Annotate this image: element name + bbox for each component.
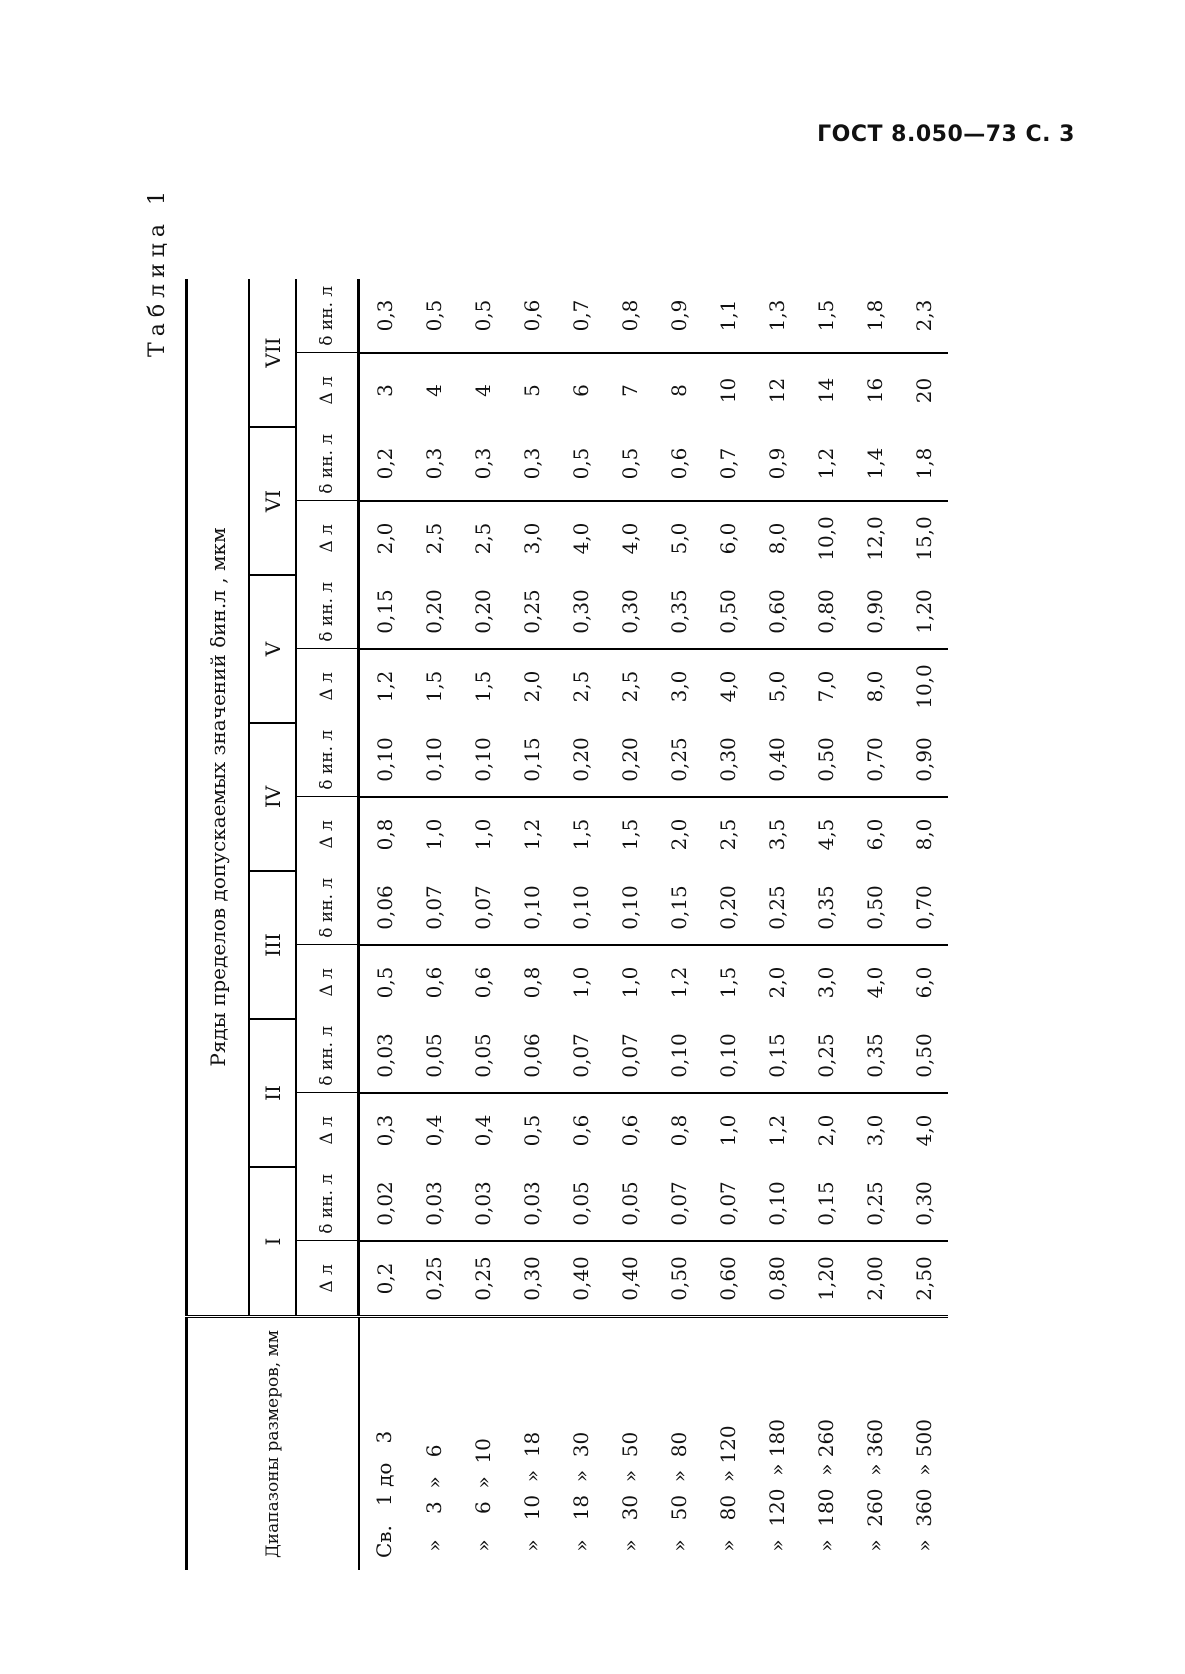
sigma-subheader: δ ин. л — [296, 1019, 359, 1093]
value-cell: 0,5 — [372, 966, 397, 999]
table-row — [703, 279, 752, 1570]
value-cell: 0,4 — [470, 1114, 495, 1147]
value-cell: 0,07 — [409, 871, 458, 945]
value-cell: 0,6 — [421, 966, 446, 999]
value-cell: 0,80 — [764, 1256, 789, 1301]
value-cell: 1,0 — [470, 818, 495, 851]
document-reference: ГОСТ 8.050—73 С. 3 — [817, 122, 1075, 147]
value-cell: 0,80 — [801, 575, 850, 649]
value-cell: 0,3 — [458, 427, 507, 501]
value-cell: 0,50 — [801, 723, 850, 797]
value-cell: 0,6 — [507, 279, 556, 353]
group-header: IV — [249, 723, 296, 871]
value-cell: 0,06 — [507, 1019, 556, 1093]
value-cell: 0,25 — [421, 1256, 446, 1301]
size-range: Св. 1 до 3 — [359, 1317, 410, 1571]
value-cell: 8,0 — [764, 522, 789, 555]
value-cell: 0,35 — [850, 1019, 899, 1093]
value-cell: 0,05 — [605, 1167, 654, 1241]
value-cell: 3 — [372, 384, 397, 397]
group-header: V — [249, 575, 296, 723]
value-cell: 0,03 — [409, 1167, 458, 1241]
value-cell: 0,03 — [507, 1167, 556, 1241]
value-cell: 1,3 — [752, 279, 801, 353]
value-cell: 0,40 — [617, 1256, 642, 1301]
value-cell: 0,35 — [801, 871, 850, 945]
value-cell: 0,3 — [507, 427, 556, 501]
size-range: » 180 » 260 — [801, 1317, 850, 1571]
value-cell: 0,07 — [458, 871, 507, 945]
value-cell: 2,5 — [470, 522, 495, 555]
value-cell: 1,5 — [617, 818, 642, 851]
group-header: I — [249, 1167, 296, 1317]
value-cell: 0,5 — [519, 1114, 544, 1147]
value-cell: 0,3 — [409, 427, 458, 501]
value-cell: 0,15 — [359, 575, 410, 649]
table-row — [556, 279, 605, 1570]
value-cell: 1,0 — [715, 1114, 740, 1147]
value-cell: 0,30 — [556, 575, 605, 649]
value-cell: 0,10 — [458, 723, 507, 797]
value-cell: 0,70 — [850, 723, 899, 797]
value-cell: 1,8 — [850, 279, 899, 353]
value-cell: 0,50 — [666, 1256, 691, 1301]
value-cell: 10 — [715, 377, 740, 404]
value-cell: 2,0 — [666, 818, 691, 851]
value-cell: 6,0 — [911, 966, 936, 999]
value-cell: 12 — [764, 377, 789, 404]
value-cell: 2,5 — [421, 522, 446, 555]
value-cell: 1,0 — [568, 966, 593, 999]
value-cell: 0,5 — [409, 279, 458, 353]
sigma-subheader: δ ин. л — [296, 575, 359, 649]
value-cell: 0,10 — [359, 723, 410, 797]
value-cell: 0,20 — [605, 723, 654, 797]
value-cell: 6,0 — [862, 818, 887, 851]
value-cell: 0,7 — [703, 427, 752, 501]
value-cell: 0,20 — [703, 871, 752, 945]
sigma-subheader: δ ин. л — [296, 871, 359, 945]
value-cell: 3,5 — [764, 818, 789, 851]
value-cell: 1,5 — [715, 966, 740, 999]
value-cell: 10,0 — [813, 516, 838, 561]
value-cell: 0,20 — [458, 575, 507, 649]
table-row — [654, 279, 703, 1570]
value-cell: 0,6 — [654, 427, 703, 501]
value-cell: 0,10 — [605, 871, 654, 945]
value-cell: 1,20 — [899, 575, 948, 649]
value-cell: 0,25 — [801, 1019, 850, 1093]
value-cell: 0,07 — [703, 1167, 752, 1241]
value-cell: 1,5 — [568, 818, 593, 851]
value-cell: 2,00 — [862, 1256, 887, 1301]
value-cell: 0,15 — [752, 1019, 801, 1093]
size-range: » 50 » 80 — [654, 1317, 703, 1571]
value-cell: 0,3 — [372, 1114, 397, 1147]
table-row — [458, 279, 507, 1570]
value-cell: 8,0 — [911, 818, 936, 851]
value-cell: 0,25 — [507, 575, 556, 649]
value-cell: 0,20 — [556, 723, 605, 797]
value-cell: 6,0 — [715, 522, 740, 555]
rotated-page-content — [145, 185, 1075, 1570]
value-cell: 0,6 — [568, 1114, 593, 1147]
value-cell: 0,6 — [617, 1114, 642, 1147]
value-cell: 0,25 — [850, 1167, 899, 1241]
value-cell: 0,10 — [752, 1167, 801, 1241]
value-cell: 0,05 — [458, 1019, 507, 1093]
value-cell: 0,25 — [654, 723, 703, 797]
table-caption: Таблица 1 — [145, 185, 170, 357]
delta-subheader: Δ л — [296, 945, 359, 1019]
value-cell: 0,20 — [409, 575, 458, 649]
value-cell: 4,0 — [617, 522, 642, 555]
value-cell: 2,3 — [899, 279, 948, 353]
value-cell: 0,07 — [654, 1167, 703, 1241]
table-row — [409, 279, 458, 1570]
sigma-subheader: δ ин. л — [296, 1167, 359, 1241]
value-cell: 0,07 — [605, 1019, 654, 1093]
table-row — [801, 279, 850, 1570]
size-range: » 360 » 500 — [899, 1317, 948, 1571]
value-cell: 0,2 — [372, 1262, 397, 1295]
value-cell: 0,15 — [801, 1167, 850, 1241]
value-cell: 0,3 — [359, 279, 410, 353]
value-cell: 1,2 — [372, 670, 397, 703]
value-cell: 4,5 — [813, 818, 838, 851]
size-range: » 6 » 10 — [458, 1317, 507, 1571]
value-cell: 2,0 — [372, 522, 397, 555]
value-cell: 0,9 — [752, 427, 801, 501]
size-range: » 10 » 18 — [507, 1317, 556, 1571]
value-cell: 0,70 — [899, 871, 948, 945]
value-cell: 0,15 — [654, 871, 703, 945]
table-row — [605, 279, 654, 1570]
super-header: Ряды пределов допускаемых значений δин.л , мкм — [187, 279, 250, 1317]
value-cell: 1,5 — [801, 279, 850, 353]
tolerance-table — [185, 279, 948, 1570]
delta-subheader: Δ л — [296, 797, 359, 871]
value-cell: 0,7 — [556, 279, 605, 353]
value-cell: 2,50 — [911, 1256, 936, 1301]
value-cell: 0,5 — [605, 427, 654, 501]
value-cell: 2,5 — [568, 670, 593, 703]
value-cell: 0,25 — [470, 1256, 495, 1301]
value-cell: 5 — [519, 384, 544, 397]
value-cell: 0,02 — [359, 1167, 410, 1241]
value-cell: 4,0 — [568, 522, 593, 555]
value-cell: 4,0 — [911, 1114, 936, 1147]
delta-subheader: Δ л — [296, 353, 359, 427]
value-cell: 1,2 — [666, 966, 691, 999]
value-cell: 0,30 — [605, 575, 654, 649]
value-cell: 0,50 — [703, 575, 752, 649]
value-cell: 1,4 — [850, 427, 899, 501]
size-range: » 260 » 360 — [850, 1317, 899, 1571]
value-cell: 0,60 — [752, 575, 801, 649]
value-cell: 1,1 — [703, 279, 752, 353]
value-cell: 5,0 — [764, 670, 789, 703]
value-cell: 4 — [421, 384, 446, 397]
table-row — [899, 279, 948, 1570]
table-row — [507, 279, 556, 1570]
value-cell: 0,9 — [654, 279, 703, 353]
sigma-subheader: δ ин. л — [296, 279, 359, 353]
value-cell: 0,40 — [568, 1256, 593, 1301]
size-range: » 3 » 6 — [409, 1317, 458, 1571]
value-cell: 0,6 — [470, 966, 495, 999]
value-cell: 3,0 — [813, 966, 838, 999]
value-cell: 2,0 — [813, 1114, 838, 1147]
value-cell: 0,35 — [654, 575, 703, 649]
value-cell: 0,40 — [752, 723, 801, 797]
value-cell: 0,10 — [409, 723, 458, 797]
value-cell: 0,30 — [899, 1167, 948, 1241]
value-cell: 2,0 — [764, 966, 789, 999]
value-cell: 5,0 — [666, 522, 691, 555]
delta-subheader: Δ л — [296, 649, 359, 723]
value-cell: 6 — [568, 384, 593, 397]
delta-subheader: Δ л — [296, 1241, 359, 1317]
value-cell: 0,8 — [666, 1114, 691, 1147]
group-header: VI — [249, 427, 296, 575]
value-cell: 0,05 — [556, 1167, 605, 1241]
value-cell: 0,10 — [556, 871, 605, 945]
value-cell: 1,2 — [519, 818, 544, 851]
value-cell: 2,5 — [617, 670, 642, 703]
value-cell: 15,0 — [911, 516, 936, 561]
size-range: » 80 » 120 — [703, 1317, 752, 1571]
value-cell: 4 — [470, 384, 495, 397]
group-header: VII — [249, 279, 296, 427]
sigma-subheader: δ ин. л — [296, 427, 359, 501]
value-cell: 3,0 — [519, 522, 544, 555]
value-cell: 0,10 — [654, 1019, 703, 1093]
value-cell: 20 — [911, 377, 936, 404]
value-cell: 0,50 — [850, 871, 899, 945]
value-cell: 0,90 — [850, 575, 899, 649]
value-cell: 0,05 — [409, 1019, 458, 1093]
value-cell: 2,0 — [519, 670, 544, 703]
value-cell: 7,0 — [813, 670, 838, 703]
table-row — [850, 279, 899, 1570]
value-cell: 0,8 — [372, 818, 397, 851]
value-cell: 0,5 — [458, 279, 507, 353]
value-cell: 1,8 — [899, 427, 948, 501]
value-cell: 0,30 — [519, 1256, 544, 1301]
size-range: » 120 » 180 — [752, 1317, 801, 1571]
value-cell: 3,0 — [862, 1114, 887, 1147]
value-cell: 8,0 — [862, 670, 887, 703]
sigma-subheader: δ ин. л — [296, 723, 359, 797]
delta-subheader: Δ л — [296, 1093, 359, 1167]
value-cell: 2,5 — [715, 818, 740, 851]
value-cell: 0,50 — [899, 1019, 948, 1093]
delta-subheader: Δ л — [296, 501, 359, 575]
value-cell: 0,07 — [556, 1019, 605, 1093]
table-row — [752, 279, 801, 1570]
value-cell: 0,03 — [359, 1019, 410, 1093]
value-cell: 1,5 — [470, 670, 495, 703]
value-cell: 14 — [813, 377, 838, 404]
value-cell: 1,5 — [421, 670, 446, 703]
value-cell: 7 — [617, 384, 642, 397]
value-cell: 0,8 — [605, 279, 654, 353]
value-cell: 0,60 — [715, 1256, 740, 1301]
value-cell: 1,20 — [813, 1256, 838, 1301]
value-cell: 0,2 — [359, 427, 410, 501]
value-cell: 16 — [862, 377, 887, 404]
value-cell: 3,0 — [666, 670, 691, 703]
value-cell: 0,4 — [421, 1114, 446, 1147]
value-cell: 0,25 — [752, 871, 801, 945]
value-cell: 0,90 — [899, 723, 948, 797]
value-cell: 12,0 — [862, 516, 887, 561]
value-cell: 0,03 — [458, 1167, 507, 1241]
size-range: » 18 » 30 — [556, 1317, 605, 1571]
value-cell: 10,0 — [911, 664, 936, 709]
value-cell: 4,0 — [862, 966, 887, 999]
table-row — [359, 279, 410, 1570]
value-cell: 0,06 — [359, 871, 410, 945]
value-cell: 0,10 — [507, 871, 556, 945]
value-cell: 1,0 — [617, 966, 642, 999]
value-cell: 1,0 — [421, 818, 446, 851]
value-cell: 4,0 — [715, 670, 740, 703]
value-cell: 0,30 — [703, 723, 752, 797]
value-cell: 8 — [666, 384, 691, 397]
size-range: » 30 » 50 — [605, 1317, 654, 1571]
value-cell: 0,15 — [507, 723, 556, 797]
value-cell: 0,10 — [703, 1019, 752, 1093]
value-cell: 1,2 — [801, 427, 850, 501]
value-cell: 0,5 — [556, 427, 605, 501]
group-header: III — [249, 871, 296, 1019]
value-cell: 1,2 — [764, 1114, 789, 1147]
group-header: II — [249, 1019, 296, 1167]
range-header: Диапазоны размеров, мм — [187, 1317, 359, 1571]
value-cell: 0,8 — [519, 966, 544, 999]
